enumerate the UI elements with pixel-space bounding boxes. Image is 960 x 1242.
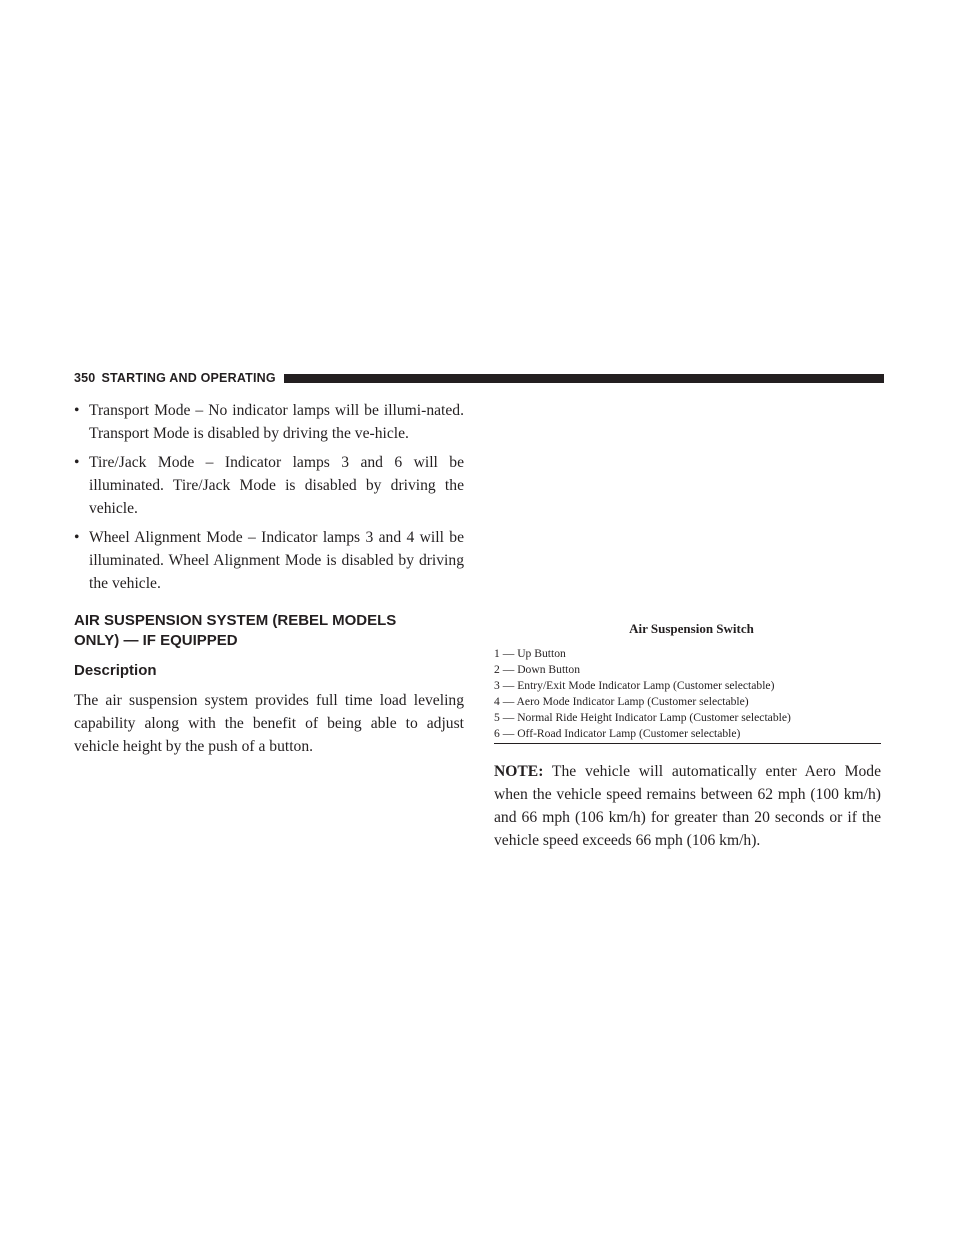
bullet-text: Wheel Alignment Mode – Indicator lamps 3 and 4 will be illuminated. Wheel Alignment Mode is disabled by driving the vehicle. [89, 529, 464, 592]
description-paragraph: The air suspension system provides full time load leveling capability along with the benefit of being able to adjust vehicle height by the push of a button. [74, 692, 464, 755]
note-label: NOTE: [494, 763, 544, 780]
figure-title: Air Suspension Switch [629, 621, 754, 636]
legend-item: 6 — Off-Road Indicator Lamp (Customer selectable) [494, 727, 741, 740]
note-paragraph [494, 760, 881, 852]
bullet-icon: • [74, 402, 80, 419]
list-item [74, 451, 464, 520]
legend-item: 5 — Normal Ride Height Indicator Lamp (Customer selectable) [494, 711, 791, 724]
legend-item: 2 — Down Button [494, 663, 580, 676]
subsection-heading: Description [74, 662, 157, 679]
bullet-text: Tire/Jack Mode – Indicator lamps 3 and 6 will be illuminated. Tire/Jack Mode is disabled by driving the vehicle. [89, 454, 464, 517]
left-column [74, 399, 464, 758]
legend-rule [494, 743, 881, 744]
mode-bullet-list [74, 399, 464, 595]
bullet-icon: • [74, 529, 80, 546]
list-item [74, 526, 464, 595]
legend-item: 3 — Entry/Exit Mode Indicator Lamp (Customer selectable) [494, 679, 775, 692]
bullet-text: Transport Mode – No indicator lamps will be illumi-nated. Transport Mode is disabled by driving the ve-hicle. [89, 402, 464, 442]
bullet-icon: • [74, 454, 80, 471]
figure-legend [494, 646, 881, 742]
legend-item: 1 — Up Button [494, 647, 566, 660]
page-header [74, 371, 884, 385]
section-heading: AIR SUSPENSION SYSTEM (REBEL MODELS ONLY) — IF EQUIPPED [74, 612, 397, 649]
page-number: 350 [74, 371, 96, 385]
header-rule [284, 374, 884, 383]
legend-item: 4 — Aero Mode Indicator Lamp (Customer selectable) [494, 695, 749, 708]
right-column [494, 621, 881, 852]
note-text: The vehicle will automatically enter Aero Mode when the vehicle speed remains between 62 mph (100 km/h) and 66 mph (106 km/h) for greater than 20 seconds or if the vehicle speed exceeds 66 mph (106 km/h). [494, 763, 881, 849]
section-title: STARTING AND OPERATING [101, 371, 276, 385]
list-item [74, 399, 464, 445]
